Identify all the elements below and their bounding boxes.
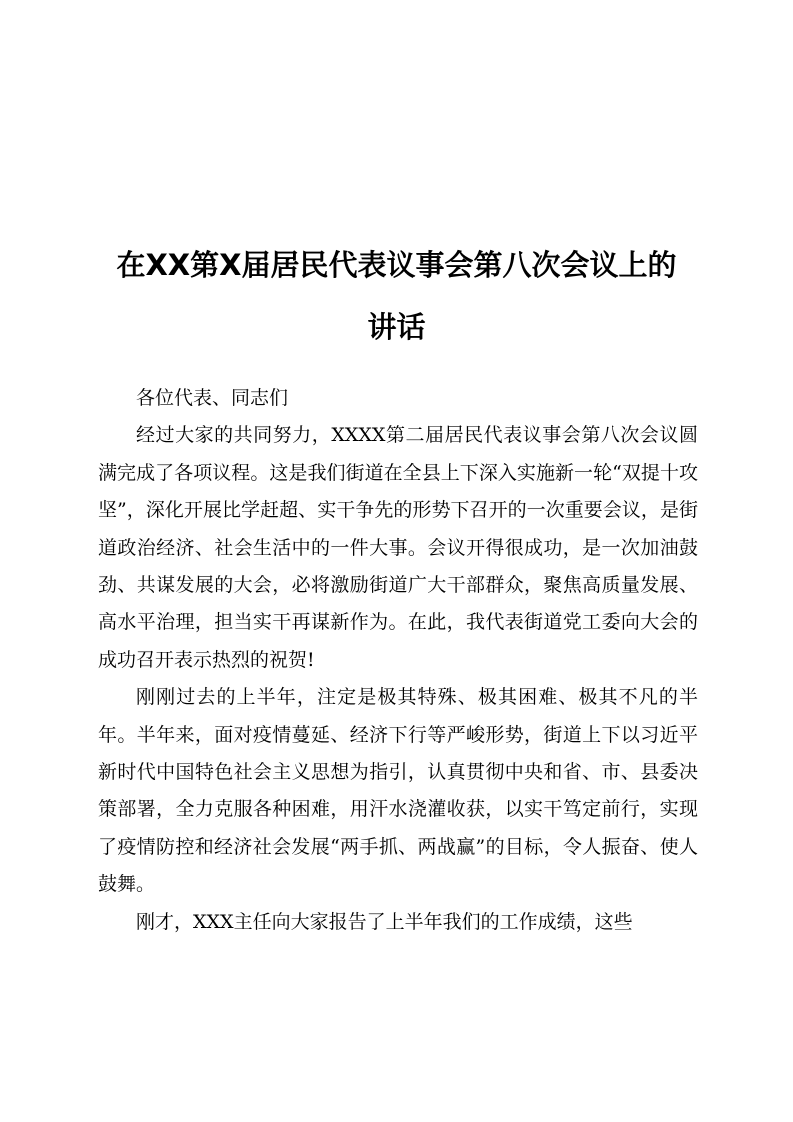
- paragraph-3: 刚才，XXX主任向大家报告了上半年我们的工作成绩，这些: [136, 910, 633, 933]
- paragraph-2: 刚刚过去的上半年，注定是极其特殊、极其困难、极其不凡的半年。半年来，面对疫情蔓延、经济下行等严峻形势，街道上下以习近平新时代中国特色社会主义思想为指引，认真贯彻中央和省、市、县委决策部署，全力克服各种困难，用汗水浇灌收获，以实干笃定前行，实现了疫情防控和经济社会发展“两手抓、两战赢”的目标，令人振奋、使人鼓舞。: [98, 686, 698, 896]
- document-title-line-2: 讲话: [367, 310, 426, 344]
- document-body: [98, 380, 698, 941]
- document-title-line-1: 在XX第X届居民代表议事会第八次会议上的: [116, 248, 677, 282]
- salutation: 各位代表、同志们: [136, 387, 289, 409]
- paragraph-1: 经过大家的共同努力，XXXX第二届居民代表议事会第八次会议圆满完成了各项议程。这是我们街道在全县上下深入实施新一轮“双提十攻坚”，深化开展比学赶超、实干争先的形势下召开的一次重要会议，是街道政治经济、社会生活中的一件大事。会议开得很成功，是一次加油鼓劲、共谋发展的大会，必将激励街道广大干部群众，聚焦高质量发展、高水平治理，担当实干再谋新作为。在此，我代表街道党工委向大会的成功召开表示热烈的祝贺!: [98, 424, 698, 671]
